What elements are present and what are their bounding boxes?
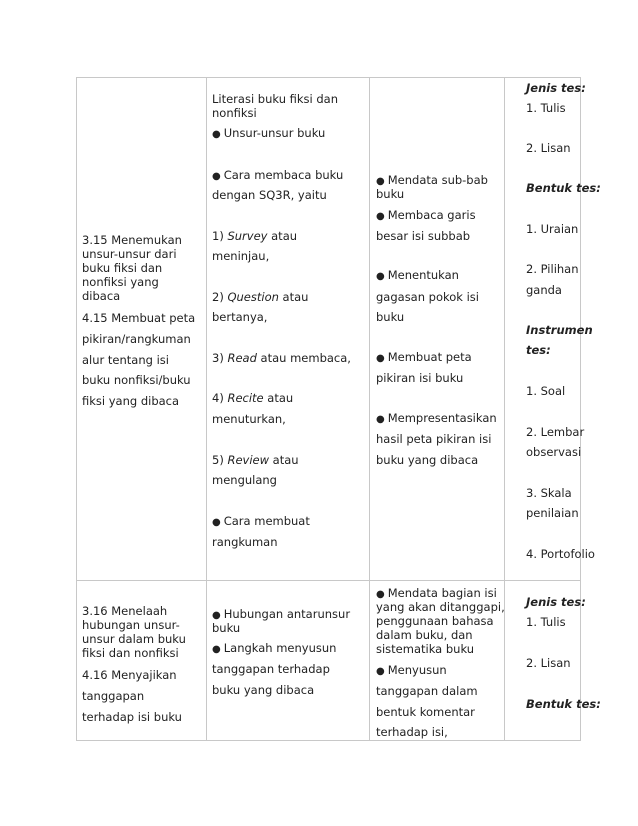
cell-text: 3.16 Menelaah	[82, 604, 168, 618]
cell-text: gagasan pokok isi	[376, 290, 479, 304]
step-item: 3) Read atau membaca,	[212, 351, 351, 365]
cell-text: 2. Lisan	[526, 141, 571, 155]
cell-heading: Jenis tes:	[526, 595, 586, 609]
col-border	[76, 77, 77, 741]
cell-text: terhadap isi,	[376, 725, 448, 739]
cell-text: buku fiksi dan	[82, 261, 163, 275]
cell-text: 1. Soal	[526, 384, 566, 398]
cell-text: observasi	[526, 445, 582, 459]
cell-text: pikiran/rangkuman	[82, 332, 191, 346]
bullet-icon: ●	[376, 666, 385, 677]
bullet-icon: ●	[376, 414, 385, 425]
step-item: 4) Recite atau	[212, 391, 294, 405]
cell-text: 1. Uraian	[526, 222, 579, 236]
cell-text: ganda	[526, 283, 562, 297]
cell-text: menuturkan,	[212, 412, 286, 426]
cell-text: 3. Skala	[526, 486, 572, 500]
cell-text: penggunaan bahasa	[376, 614, 494, 628]
bullet-item: ● Cara membaca buku	[212, 168, 344, 182]
cell-heading: Instrumen	[526, 323, 593, 337]
bullet-item: ● Mendata sub-bab	[376, 173, 488, 187]
cell-text: buku	[212, 621, 241, 635]
cell-text: mengulang	[212, 473, 277, 487]
bullet-item: ● Menentukan	[376, 268, 459, 282]
cell-text: fiksi yang dibaca	[82, 394, 180, 408]
cell-text: besar isi subbab	[376, 229, 471, 243]
bullet-icon: ●	[376, 353, 385, 364]
cell-text: tanggapan	[82, 689, 145, 703]
bullet-item: ● Langkah menyusun	[212, 641, 337, 655]
bullet-icon: ●	[212, 517, 221, 528]
cell-text: penilaian	[526, 506, 579, 520]
cell-text: 2. Lembar	[526, 425, 585, 439]
cell-text: 4. Portofolio	[526, 547, 595, 561]
cell-text: hubungan unsur-	[82, 618, 180, 632]
table-border-top	[76, 77, 581, 78]
cell-text: nonfiksi	[212, 106, 257, 120]
bullet-item: ● Unsur-unsur buku	[212, 126, 326, 140]
cell-heading: tes:	[526, 343, 551, 357]
cell-text: hasil peta pikiran isi	[376, 432, 492, 446]
cell-text: bertanya,	[212, 310, 268, 324]
bullet-item: ● Hubungan antarunsur	[212, 607, 351, 621]
cell-text: 2. Lisan	[526, 656, 571, 670]
cell-text: buku	[376, 187, 405, 201]
cell-text: 4.16 Menyajikan	[82, 668, 177, 682]
cell-text: 2. Pilihan	[526, 262, 579, 276]
cell-text: unsur-unsur dari	[82, 247, 177, 261]
bullet-icon: ●	[376, 271, 385, 282]
col-border	[206, 77, 207, 741]
cell-text: dengan SQ3R, yaitu	[212, 188, 327, 202]
cell-text: buku	[376, 310, 405, 324]
cell-text: buku nonfiksi/buku	[82, 373, 191, 387]
cell-text: 4.15 Membuat peta	[82, 311, 196, 325]
cell-text: alur tentang isi	[82, 353, 169, 367]
cell-text: meninjau,	[212, 249, 270, 263]
cell-text: terhadap isi buku	[82, 710, 182, 724]
cell-text: buku yang dibaca	[376, 453, 479, 467]
cell-text: fiksi dan nonfiksi	[82, 646, 179, 660]
bullet-icon: ●	[212, 129, 221, 140]
step-item: 2) Question atau	[212, 290, 309, 304]
cell-text: bentuk komentar	[376, 705, 475, 719]
bullet-icon: ●	[212, 610, 221, 621]
bullet-item: ● Mendata bagian isi	[376, 586, 497, 600]
bullet-item: ● Mempresentasikan	[376, 411, 497, 425]
cell-text: rangkuman	[212, 535, 278, 549]
cell-text: pikiran isi buku	[376, 371, 464, 385]
cell-text: 3.15 Menemukan	[82, 233, 182, 247]
cell-heading: Bentuk tes:	[526, 697, 601, 711]
cell-text: Literasi buku fiksi dan	[212, 92, 339, 106]
col-border	[580, 77, 581, 741]
cell-text: yang akan ditanggapi,	[376, 600, 505, 614]
bullet-item: ● Cara membuat	[212, 514, 310, 528]
cell-text: dalam buku, dan	[376, 628, 473, 642]
cell-text: tanggapan dalam	[376, 684, 478, 698]
step-item: 5) Review atau	[212, 453, 299, 467]
cell-text: tanggapan terhadap	[212, 662, 330, 676]
row-divider	[76, 580, 581, 581]
bullet-icon: ●	[212, 171, 221, 182]
bullet-item: ● Menyusun	[376, 663, 447, 677]
cell-text: buku yang dibaca	[212, 683, 315, 697]
col-border	[369, 77, 370, 741]
cell-text: dibaca	[82, 289, 121, 303]
cell-text: 1. Tulis	[526, 615, 566, 629]
cell-text: nonfiksi yang	[82, 275, 159, 289]
step-item: 1) Survey atau	[212, 229, 298, 243]
bullet-icon: ●	[212, 644, 221, 655]
table-border-bottom	[76, 740, 581, 741]
bullet-icon: ●	[376, 589, 385, 600]
cell-heading: Bentuk tes:	[526, 181, 601, 195]
bullet-item: ● Membuat peta	[376, 350, 472, 364]
bullet-icon: ●	[376, 211, 385, 222]
cell-text: 1. Tulis	[526, 101, 566, 115]
col-border	[504, 77, 505, 741]
bullet-item: ● Membaca garis	[376, 208, 476, 222]
cell-heading: Jenis tes:	[526, 81, 586, 95]
cell-text: sistematika buku	[376, 642, 475, 656]
cell-text: unsur dalam buku	[82, 632, 186, 646]
bullet-icon: ●	[376, 176, 385, 187]
